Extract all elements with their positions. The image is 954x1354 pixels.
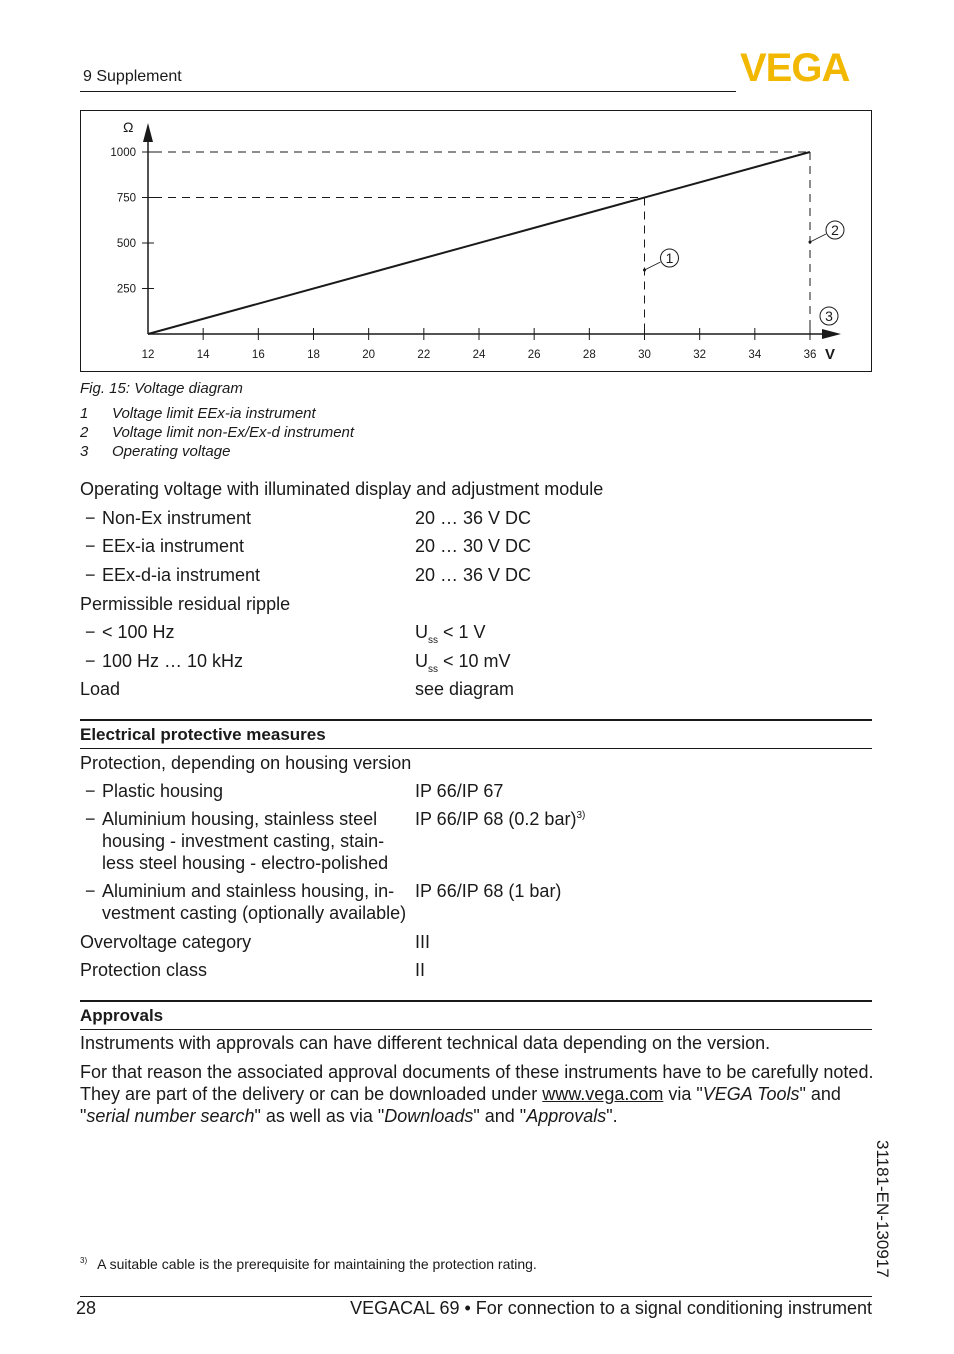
x-tick-label: 22 [417,349,431,361]
voltage-diagram [80,110,872,372]
spec-label: 100 Hz … 10 kHz [102,651,244,671]
vega-website-link[interactable]: www.vega.com [542,1084,664,1104]
approvals-paragraph: For that reason the associated approval documents of these instruments have to be carefully noted. They are part of the delivery or can be downloaded under www.vega.com via "VEGA Tools" and "serial number search" as well as via "Downloads" and "Approvals". [80,1062,874,1126]
x-tick-label: 36 [803,349,817,361]
footer-title: VEGACAL 69 • For connection to a signal conditioning instrument [350,1298,872,1318]
section-rule [80,748,872,749]
y-tick-label: 1000 [110,147,136,159]
series-line [148,152,810,334]
footnote: $^{3)}$ A suitable cable is the prerequisite for maintaining the protection rating. [80,1256,537,1272]
spec-label: EEx-d-ia instrument [102,565,261,585]
voltage-heading: Operating voltage with illuminated display and adjustment module [80,479,604,499]
spec-label: Non-Ex instrument [102,508,252,528]
x-tick-label: 26 [527,349,541,361]
spec-value: 20 … 36 V DC [415,565,532,585]
figure-caption: Fig. 15: Voltage diagram [80,380,243,397]
callout-label: 2 [831,222,839,238]
legend-number: 1 [80,405,89,422]
x-tick-label: 30 [638,349,651,361]
section-rule [80,1029,872,1030]
header-rule [80,91,736,92]
spec-value: 20 … 36 V DC [415,508,532,528]
spec-label: < 100 Hz [102,622,175,642]
spec-label: Aluminium and stainless housing, in-vestment casting (optionally available) [102,881,407,923]
legend-text: Operating voltage [112,443,231,460]
y-axis-arrow [143,123,153,142]
x-tick-label: 32 [693,349,707,361]
x-tick-label: 12 [141,349,155,361]
spec-label: EEx-ia instrument [102,536,245,556]
y-axis-label: Ω [123,119,134,135]
legend-number: 3 [80,443,89,460]
spec-value: 20 … 30 V DC [415,536,532,556]
section-rule [80,719,872,721]
approvals-paragraph: Instruments with approvals can have different technical data depending on the version. [80,1033,771,1053]
x-tick-label: 14 [196,349,210,361]
x-tick-label: 20 [362,349,376,361]
x-axis-label: V [825,346,836,363]
x-tick-label: 24 [472,349,486,361]
legend-text: Voltage limit EEx-ia instrument [112,405,316,422]
footer-rule [80,1296,872,1297]
x-tick-label: 28 [582,349,596,361]
page-number: 28 [76,1298,97,1318]
callout-label: 1 [665,250,674,266]
spec-value: $U_{ss} < 1$ V [415,622,486,646]
vega-logo [740,50,874,86]
spec-label: Overvoltage category [80,932,252,952]
y-tick-label: 500 [116,238,136,250]
callout-dot [809,241,812,244]
section-rule [80,1000,872,1002]
y-tick-label: 750 [116,192,136,205]
section-title: Electrical protective measures [80,725,326,744]
y-tick-label: 250 [116,283,136,296]
spec-label: Plastic housing [102,781,224,801]
spec-value: IP 66/IP 68 (0.2 bar)$^{3)}$ [415,809,586,829]
spec-value: IP 66/IP 68 (1 bar) [415,881,562,901]
spec-label: Protection class [80,960,208,980]
legend-number: 2 [80,424,89,441]
logo-text: VEGA [740,50,850,86]
legend-text: Voltage limit non-Ex/Ex-d instrument [112,424,355,441]
x-tick-label: 34 [748,349,762,361]
callout-dot [643,269,646,272]
section-title: Approvals [80,1006,164,1025]
spec-value: see diagram [415,679,515,699]
spec-label: Aluminium housing, stainless steel housing - investment casting, stain-less steel housing - electro-polished [102,809,389,873]
spec-value: III [415,932,431,952]
callout-label: 3 [825,308,833,324]
spec-value: II [415,960,426,980]
x-axis-arrow [822,329,841,339]
callout-leader [645,262,661,270]
x-tick-label: 16 [251,349,265,361]
document-id: 31181-EN-130917 [873,1140,892,1278]
spec-value: IP 66/IP 67 [415,781,504,801]
x-tick-label: 18 [307,349,320,361]
ripple-heading: Permissible residual ripple [80,594,291,614]
spec-value: $U_{ss} < 10$ mV [415,651,511,675]
protection-heading: Protection, depending on housing version [80,753,412,773]
spec-label: Load [80,679,121,699]
section-header: 9 Supplement [83,68,182,85]
callout-leader [810,234,826,242]
